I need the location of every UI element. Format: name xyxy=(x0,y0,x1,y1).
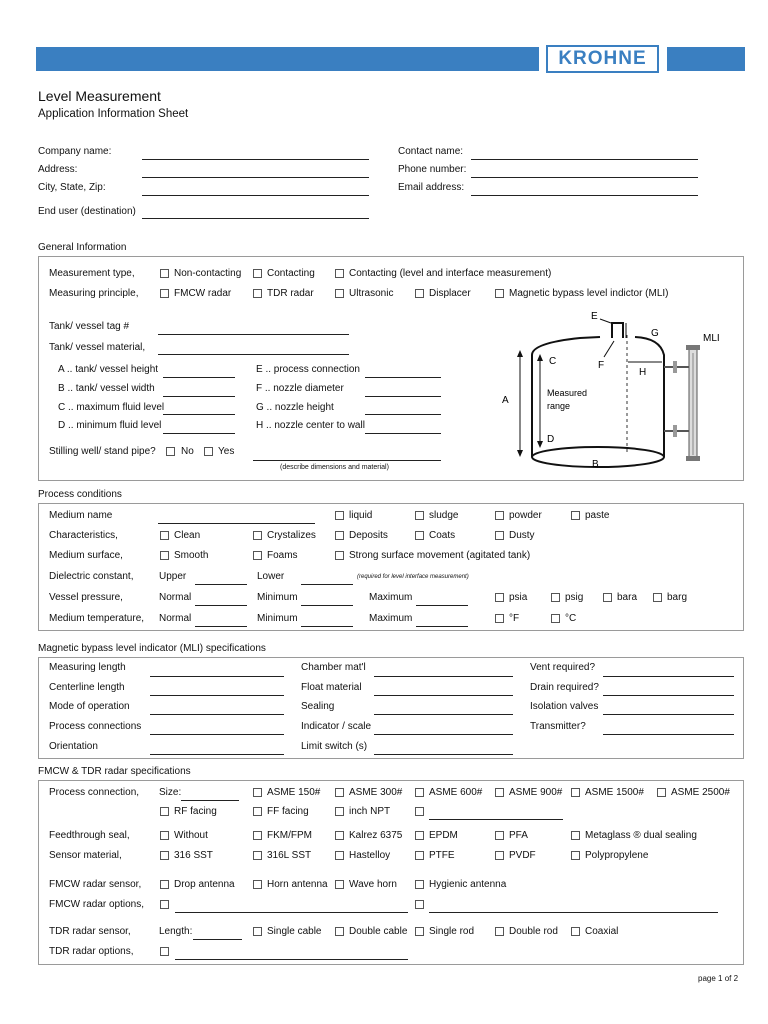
end-user-label: End user (destination) xyxy=(38,206,136,217)
option-non-contacting: Non-contacting xyxy=(174,268,242,279)
company-field[interactable] xyxy=(142,159,369,160)
option-horn-antenna: Horn antenna xyxy=(267,879,328,890)
mli-measuring-length-label: Measuring length xyxy=(49,662,126,673)
mli-mode-field[interactable] xyxy=(150,714,284,715)
lower-field[interactable] xyxy=(301,584,353,585)
checkbox-horn-antenna[interactable] xyxy=(253,880,262,889)
checkbox-foams[interactable] xyxy=(253,551,262,560)
mli-section-title: Magnetic bypass level indicator (MLI) specifications xyxy=(38,643,266,654)
checkbox-celsius[interactable] xyxy=(551,614,560,623)
contact-name-label: Contact name: xyxy=(398,146,464,157)
option-fkm: FKM/FPM xyxy=(267,830,312,841)
checkbox-hastelloy[interactable] xyxy=(335,851,344,860)
label-H: H xyxy=(639,367,647,378)
option-wave-horn: Wave horn xyxy=(349,879,397,890)
mli-transmitter-field[interactable] xyxy=(603,734,734,735)
option-psia: psia xyxy=(509,592,528,603)
option-liquid: liquid xyxy=(349,510,373,521)
checkbox-without[interactable] xyxy=(160,831,169,840)
dim-h-label: H .. nozzle center to wall xyxy=(256,420,365,431)
contact-name-field[interactable] xyxy=(471,159,698,160)
checkbox-barg[interactable] xyxy=(653,593,662,602)
checkbox-paste[interactable] xyxy=(571,511,580,520)
option-hastelloy: Hastelloy xyxy=(349,850,391,861)
pressure-label: Vessel pressure, xyxy=(49,592,123,603)
checkbox-fmcw-radar[interactable] xyxy=(160,289,169,298)
temp-minimum-field[interactable] xyxy=(301,626,353,627)
option-pfa: PFA xyxy=(509,830,528,841)
checkbox-ptfe[interactable] xyxy=(415,851,424,860)
process-section-box xyxy=(38,503,744,631)
option-coaxial: Coaxial xyxy=(585,926,619,937)
option-sludge: sludge xyxy=(429,510,459,521)
checkbox-inch-npt[interactable] xyxy=(335,807,344,816)
surface-label: Medium surface, xyxy=(49,550,123,561)
process-section-title: Process conditions xyxy=(38,489,122,500)
label-range: range xyxy=(547,401,571,411)
label-C: C xyxy=(549,356,557,367)
medium-name-field[interactable] xyxy=(158,523,315,524)
option-psig: psig xyxy=(565,592,584,603)
option-contacting-interface: Contacting (level and interface measurement) xyxy=(349,268,552,279)
option-316sst: 316 SST xyxy=(174,850,213,861)
stilling-label: Stilling well/ stand pipe? xyxy=(49,446,156,457)
label-F: F xyxy=(598,360,605,371)
checkbox-psia[interactable] xyxy=(495,593,504,602)
tdr-sensor-label: TDR radar sensor, xyxy=(49,926,131,937)
checkbox-coaxial[interactable] xyxy=(571,927,580,936)
checkbox-clean[interactable] xyxy=(160,531,169,540)
checkbox-deposits[interactable] xyxy=(335,531,344,540)
nozzle xyxy=(612,323,623,338)
header-bar-left xyxy=(36,47,539,71)
option-powder: powder xyxy=(509,510,542,521)
option-coats: Coats xyxy=(429,530,456,541)
label-E: E xyxy=(591,311,598,322)
checkbox-double-cable[interactable] xyxy=(335,927,344,936)
mli-chamber-field[interactable] xyxy=(374,676,513,677)
label-measured: Measured xyxy=(547,388,588,398)
option-double-rod: Double rod xyxy=(509,926,558,937)
label-G: G xyxy=(651,328,659,339)
page-subtitle: Application Information Sheet xyxy=(38,108,189,120)
tag-label: Tank/ vessel tag # xyxy=(49,321,130,332)
checkbox-non-contacting[interactable] xyxy=(160,269,169,278)
measurement-type-label: Measurement type, xyxy=(49,268,135,279)
page-number: page 1 of 2 xyxy=(698,974,739,983)
checkbox-fmcw-option-1[interactable] xyxy=(160,900,169,909)
fmcw-option-2-field[interactable] xyxy=(429,912,718,913)
mli-centerline-label: Centerline length xyxy=(49,682,125,693)
option-mli: Magnetic bypass level indictor (MLI) xyxy=(509,288,669,299)
dim-c-field[interactable] xyxy=(163,414,235,415)
label-D: D xyxy=(547,434,555,445)
checkbox-asme-150[interactable] xyxy=(253,788,262,797)
option-ultrasonic: Ultrasonic xyxy=(349,288,394,299)
checkbox-sludge[interactable] xyxy=(415,511,424,520)
stilling-no-label: No xyxy=(181,446,194,457)
tag-field[interactable] xyxy=(158,334,349,335)
option-316lsst: 316L SST xyxy=(267,850,312,861)
option-epdm: EPDM xyxy=(429,830,458,841)
temp-normal-field[interactable] xyxy=(195,626,247,627)
checkbox-liquid[interactable] xyxy=(335,511,344,520)
process-connection-label: Process connection, xyxy=(49,787,140,798)
checkbox-metaglass[interactable] xyxy=(571,831,580,840)
mli-drain-field[interactable] xyxy=(603,695,734,696)
checkbox-single-rod[interactable] xyxy=(415,927,424,936)
option-bara: bara xyxy=(617,592,638,603)
fmcw-sensor-label: FMCW radar sensor, xyxy=(49,879,142,890)
option-double-cable: Double cable xyxy=(349,926,408,937)
dim-g-field[interactable] xyxy=(365,414,441,415)
general-section-title: General Information xyxy=(38,242,127,253)
label-A: A xyxy=(502,395,509,406)
mli-vent-label: Vent required? xyxy=(530,662,596,673)
dim-b-label: B .. tank/ vessel width xyxy=(58,383,155,394)
checkbox-asme-300[interactable] xyxy=(335,788,344,797)
checkbox-double-rod[interactable] xyxy=(495,927,504,936)
option-agitated: Strong surface movement (agitated tank) xyxy=(349,550,531,561)
length-field[interactable] xyxy=(193,939,242,940)
dielectric-note: (required for level interface measurement) xyxy=(357,574,469,580)
option-clean: Clean xyxy=(174,530,201,541)
brand-logo xyxy=(546,45,659,73)
option-inch-npt: inch NPT xyxy=(349,806,391,817)
checkbox-powder[interactable] xyxy=(495,511,504,520)
checkbox-coats[interactable] xyxy=(415,531,424,540)
mli-transmitter-label: Transmitter? xyxy=(530,721,586,732)
checkbox-wave-horn[interactable] xyxy=(335,880,344,889)
option-crystalizes: Crystalizes xyxy=(267,530,316,541)
option-rf-facing: RF facing xyxy=(174,806,217,817)
mli-measuring-length-field[interactable] xyxy=(150,676,284,677)
stilling-describe-field[interactable] xyxy=(253,460,441,461)
mli-isolation-field[interactable] xyxy=(603,714,734,715)
checkbox-hygienic-antenna[interactable] xyxy=(415,880,424,889)
dim-b-field[interactable] xyxy=(163,396,235,397)
city-label: City, State, Zip: xyxy=(38,182,106,193)
label-MLI: MLI xyxy=(703,333,720,344)
option-dusty: Dusty xyxy=(509,530,535,541)
checkbox-polypropylene[interactable] xyxy=(571,851,580,860)
option-fmcw-radar: FMCW radar xyxy=(174,288,232,299)
checkbox-316lsst[interactable] xyxy=(253,851,262,860)
option-deposits: Deposits xyxy=(349,530,388,541)
checkbox-bara[interactable] xyxy=(603,593,612,602)
phone-field[interactable] xyxy=(471,177,698,178)
dim-d-field[interactable] xyxy=(163,433,235,434)
checkbox-pvdf[interactable] xyxy=(495,851,504,860)
brand-text: KROHNE xyxy=(558,48,647,69)
checkbox-pc-other[interactable] xyxy=(415,807,424,816)
option-kalrez: Kalrez 6375 xyxy=(349,830,403,841)
email-label: Email address: xyxy=(398,182,465,193)
mli-indicator-field[interactable] xyxy=(374,734,513,735)
option-paste: paste xyxy=(585,510,610,521)
mli-indicator-label: Indicator / scale xyxy=(301,721,372,732)
temp-maximum-label: Maximum xyxy=(369,613,413,624)
mli-chamber-label: Chamber mat'l xyxy=(301,662,366,673)
temp-maximum-field[interactable] xyxy=(416,626,468,627)
pressure-normal-field[interactable] xyxy=(195,605,247,606)
checkbox-agitated[interactable] xyxy=(335,551,344,560)
mli-limit-label: Limit switch (s) xyxy=(301,741,368,752)
characteristics-label: Characteristics, xyxy=(49,530,118,541)
dim-e-field[interactable] xyxy=(365,377,441,378)
option-asme-2500: ASME 2500# xyxy=(671,787,730,798)
option-barg: barg xyxy=(667,592,688,603)
address-label: Address: xyxy=(38,164,78,175)
size-field[interactable] xyxy=(181,800,239,801)
option-asme-600: ASME 600# xyxy=(429,787,483,798)
dim-c-label: C .. maximum fluid level xyxy=(58,402,165,413)
option-ptfe: PTFE xyxy=(429,850,455,861)
temp-normal-label: Normal xyxy=(159,613,192,624)
dim-a-label: A .. tank/ vessel height xyxy=(58,364,159,375)
option-metaglass: Metaglass ® dual sealing xyxy=(585,830,697,841)
option-pvdf: PVDF xyxy=(509,850,536,861)
address-field[interactable] xyxy=(142,177,369,178)
option-displacer: Displacer xyxy=(429,288,471,299)
end-user-field[interactable] xyxy=(142,218,369,219)
checkbox-drop-antenna[interactable] xyxy=(160,880,169,889)
pressure-minimum-label: Minimum xyxy=(257,592,298,603)
mli-centerline-field[interactable] xyxy=(150,695,284,696)
dim-e-label: E .. process connection xyxy=(256,364,360,375)
dim-a-field[interactable] xyxy=(163,377,235,378)
checkbox-stilling-no[interactable] xyxy=(166,447,175,456)
pressure-maximum-label: Maximum xyxy=(369,592,413,603)
city-field[interactable] xyxy=(142,195,369,196)
mli-section-box xyxy=(38,657,744,759)
mli-isolation-label: Isolation valves xyxy=(530,701,599,712)
checkbox-contacting[interactable] xyxy=(253,269,262,278)
option-tdr-radar: TDR radar xyxy=(267,288,314,299)
checkbox-316sst[interactable] xyxy=(160,851,169,860)
mli-connections-field[interactable] xyxy=(150,734,284,735)
page-title: Level Measurement xyxy=(38,88,161,104)
checkbox-ultrasonic[interactable] xyxy=(335,289,344,298)
pressure-minimum-field[interactable] xyxy=(301,605,353,606)
checkbox-contacting-interface[interactable] xyxy=(335,269,344,278)
option-asme-150: ASME 150# xyxy=(267,787,321,798)
checkbox-ff-facing[interactable] xyxy=(253,807,262,816)
upper-field[interactable] xyxy=(195,584,247,585)
mli-sealing-label: Sealing xyxy=(301,701,335,712)
option-single-rod: Single rod xyxy=(429,926,475,937)
checkbox-tdr-radar[interactable] xyxy=(253,289,262,298)
dim-d-label: D .. minimum fluid level xyxy=(58,420,162,431)
checkbox-displacer[interactable] xyxy=(415,289,424,298)
checkbox-kalrez[interactable] xyxy=(335,831,344,840)
checkbox-pfa[interactable] xyxy=(495,831,504,840)
fmcw-option-1-field[interactable] xyxy=(175,912,408,913)
dim-f-field[interactable] xyxy=(365,396,441,397)
tdr-option-field[interactable] xyxy=(175,959,408,960)
checkbox-epdm[interactable] xyxy=(415,831,424,840)
checkbox-asme-1500[interactable] xyxy=(571,788,580,797)
dim-h-field[interactable] xyxy=(365,433,441,434)
fmcw-options-label: FMCW radar options, xyxy=(49,899,145,910)
mli-limit-field[interactable] xyxy=(374,754,513,755)
company-label: Company name: xyxy=(38,146,112,157)
dim-f-label: F .. nozzle diameter xyxy=(256,383,344,394)
mli-orientation-field[interactable] xyxy=(150,754,284,755)
checkbox-asme-2500[interactable] xyxy=(657,788,666,797)
checkbox-rf-facing[interactable] xyxy=(160,807,169,816)
checkbox-asme-600[interactable] xyxy=(415,788,424,797)
material-field[interactable] xyxy=(158,354,349,355)
mli-mode-label: Mode of operation xyxy=(49,701,130,712)
mli-connections-label: Process connections xyxy=(49,721,142,732)
size-label: Size: xyxy=(159,787,182,798)
option-celsius: °C xyxy=(565,613,577,624)
phone-label: Phone number: xyxy=(398,164,467,175)
option-asme-1500: ASME 1500# xyxy=(585,787,644,798)
checkbox-fmcw-option-2[interactable] xyxy=(415,900,424,909)
option-ff-facing: FF facing xyxy=(267,806,309,817)
checkbox-mli[interactable] xyxy=(495,289,504,298)
mli-orientation-label: Orientation xyxy=(49,741,98,752)
dim-g-label: G .. nozzle height xyxy=(256,402,334,413)
checkbox-psig[interactable] xyxy=(551,593,560,602)
checkbox-smooth[interactable] xyxy=(160,551,169,560)
option-fahrenheit: °F xyxy=(509,613,520,624)
checkbox-single-cable[interactable] xyxy=(253,927,262,936)
pressure-maximum-field[interactable] xyxy=(416,605,468,606)
feedthrough-label: Feedthrough seal, xyxy=(49,830,130,841)
option-smooth: Smooth xyxy=(174,550,209,561)
temp-minimum-label: Minimum xyxy=(257,613,298,624)
checkbox-tdr-option[interactable] xyxy=(160,947,169,956)
dielectric-label: Dielectric constant, xyxy=(49,571,134,582)
header-bar-right xyxy=(667,47,745,71)
checkbox-asme-900[interactable] xyxy=(495,788,504,797)
option-drop-antenna: Drop antenna xyxy=(174,879,235,890)
checkbox-stilling-yes[interactable] xyxy=(204,447,213,456)
email-field[interactable] xyxy=(471,195,698,196)
checkbox-crystalizes[interactable] xyxy=(253,531,262,540)
stilling-yes-label: Yes xyxy=(218,446,235,457)
lower-label: Lower xyxy=(257,571,285,582)
pc-other-field[interactable] xyxy=(429,819,563,820)
option-foams: Foams xyxy=(267,550,298,561)
stilling-describe-note: (describe dimensions and material) xyxy=(280,464,389,471)
mli-float-field[interactable] xyxy=(374,695,513,696)
option-asme-300: ASME 300# xyxy=(349,787,403,798)
sensor-material-label: Sensor material, xyxy=(49,850,122,861)
material-label: Tank/ vessel material, xyxy=(49,342,146,353)
option-asme-900: ASME 900# xyxy=(509,787,563,798)
mli-drain-label: Drain required? xyxy=(530,682,599,693)
option-contacting: Contacting xyxy=(267,268,315,279)
tank-diagram xyxy=(490,305,740,475)
option-hygienic-antenna: Hygienic antenna xyxy=(429,879,507,890)
checkbox-dusty[interactable] xyxy=(495,531,504,540)
tdr-options-label: TDR radar options, xyxy=(49,946,134,957)
option-polypropylene: Polypropylene xyxy=(585,850,649,861)
label-B: B xyxy=(592,459,599,470)
pressure-normal-label: Normal xyxy=(159,592,192,603)
mli-sealing-field[interactable] xyxy=(374,714,513,715)
checkbox-fahrenheit[interactable] xyxy=(495,614,504,623)
radar-section-title: FMCW & TDR radar specifications xyxy=(38,766,191,777)
medium-name-label: Medium name xyxy=(49,510,113,521)
length-label: Length: xyxy=(159,926,193,937)
option-single-cable: Single cable xyxy=(267,926,322,937)
option-without: Without xyxy=(174,830,208,841)
mli-float-label: Float material xyxy=(301,682,362,693)
temperature-label: Medium temperature, xyxy=(49,613,145,624)
upper-label: Upper xyxy=(159,571,187,582)
checkbox-fkm[interactable] xyxy=(253,831,262,840)
measuring-principle-label: Measuring principle, xyxy=(49,288,139,299)
mli-vent-field[interactable] xyxy=(603,676,734,677)
